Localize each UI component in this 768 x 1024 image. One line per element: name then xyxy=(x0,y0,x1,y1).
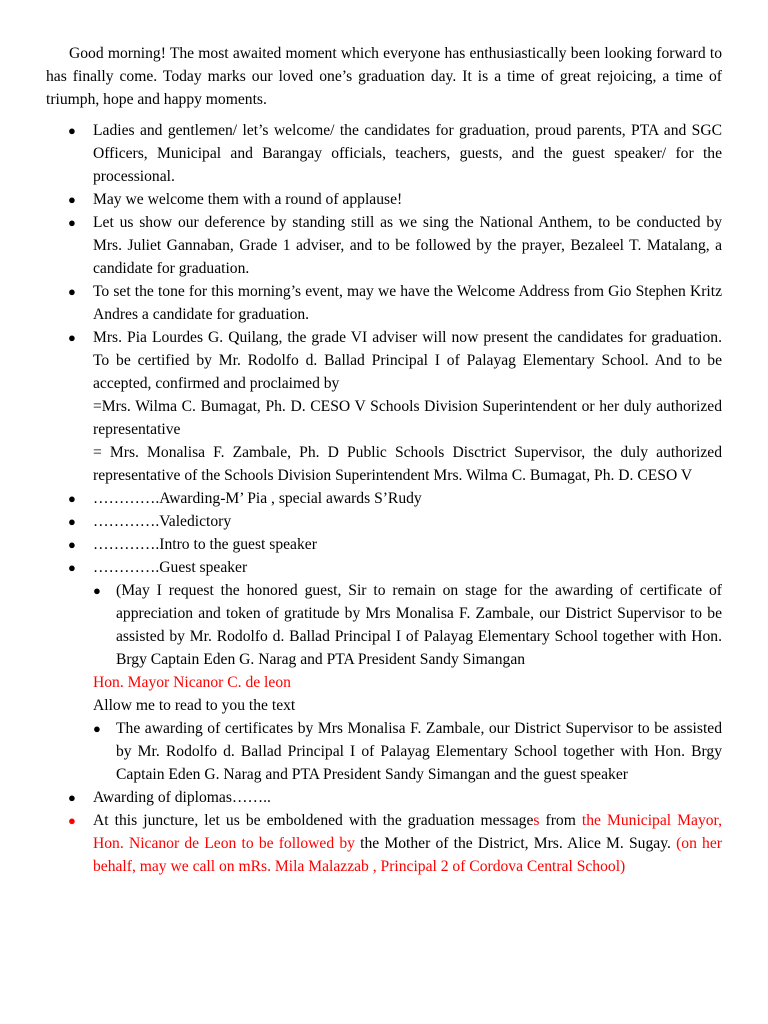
item-text: ………….Awarding-M’ Pia , special awards S’Rudy xyxy=(93,490,422,507)
list-item-candidates xyxy=(46,326,722,487)
item-text: The awarding of certificates by Mrs Monalisa F. Zambale, our District Supervisor to be assisted by Mr. Rodolfo d. Ballad Principal I of Palayag Elementary School together with Hon. Brgy Captain Eden G. Narag and PTA President Sandy Simangan and the guest speaker xyxy=(116,720,722,783)
bullet-icon: ● xyxy=(68,790,76,805)
sub-list xyxy=(93,579,722,671)
item-text: Mrs. Pia Lourdes G. Quilang, the grade VI adviser will now present the candidates for graduation. To be certified by Mr. Rodolfo d. Ballad Principal I of Palayag Elementary School. And to be accepted, confirmed and proclaimed by xyxy=(93,329,722,392)
bullet-icon: ● xyxy=(68,560,76,575)
bullet-icon: ● xyxy=(68,284,76,299)
list-item-anthem xyxy=(46,211,722,280)
item-text: Ladies and gentlemen/ let’s welcome/ the candidates for graduation, proud parents, PTA and SGC Officers, Municipal and Barangay officials, teachers, guests, and the guest speaker/ for the processional. xyxy=(93,122,722,185)
item-text: May we welcome them with a round of applause! xyxy=(93,191,403,208)
item-text: To set the tone for this morning’s event, may we have the Welcome Address from Gio Stephen Kritz Andres a candidate for graduation. xyxy=(93,283,722,323)
bullet-icon: ● xyxy=(68,330,76,345)
bullet-icon: ● xyxy=(93,583,101,598)
bullet-icon: ● xyxy=(68,215,76,230)
item-text: ………….Valedictory xyxy=(93,513,232,530)
list-item-juncture xyxy=(46,809,722,878)
item-text: Awarding of diplomas…….. xyxy=(93,789,271,806)
list-item-certificates-wrapper xyxy=(46,717,722,786)
bullet-icon: ● xyxy=(68,813,76,828)
intro-paragraph: Good morning! The most awaited moment which everyone has enthusiastically been looking forward to has finally come. Today marks our loved one’s graduation day. It is a time of great rejoicing, a time of triumph, hope and happy moments. xyxy=(46,45,722,108)
juncture-text-a: At this juncture, let us be emboldened with the graduation message xyxy=(93,812,534,829)
list-item-intro-speaker xyxy=(46,533,722,556)
item-text: =Mrs. Wilma C. Bumagat, Ph. D. CESO V Schools Division Superintendent or her duly authorized representative xyxy=(93,398,722,438)
program-list xyxy=(46,119,722,671)
bullet-icon: ● xyxy=(93,721,101,736)
program-script-document xyxy=(46,42,722,878)
bullet-icon: ● xyxy=(68,491,76,506)
bullet-icon: ● xyxy=(68,537,76,552)
list-item-diplomas xyxy=(46,786,722,809)
list-item-welcome xyxy=(46,119,722,188)
sub-list xyxy=(93,717,722,786)
sub-item-request xyxy=(93,579,722,671)
item-text: = Mrs. Monalisa F. Zambale, Ph. D Public Schools Disctrict Supervisor, the duly authorized representative of the Schools Division Superintendent Mrs. Wilma C. Bumagat, Ph. D. CESO V xyxy=(93,444,722,484)
bullet-icon: ● xyxy=(68,514,76,529)
list-item-awarding xyxy=(46,487,722,510)
program-list-continued xyxy=(46,717,722,878)
mayor-line: Hon. Mayor Nicanor C. de leon xyxy=(93,674,291,691)
juncture-text-d: the Municipal Mayor, Hon. Nicanor de Leon to be followed by xyxy=(93,812,723,852)
list-item-tone xyxy=(46,280,722,326)
allow-line: Allow me to read to you the text xyxy=(93,697,296,714)
juncture-text-f: (on her behalf, may we call on mRs. Mila Malazzab , Principal 2 of Cordova Central School) xyxy=(93,835,722,875)
sub-item-certificates xyxy=(93,717,722,786)
juncture-text-c: from xyxy=(539,812,582,829)
bullet-icon: ● xyxy=(68,192,76,207)
bullet-icon: ● xyxy=(68,123,76,138)
item-text: ………….Intro to the guest speaker xyxy=(93,536,317,553)
list-item-applause xyxy=(46,188,722,211)
item-text: Let us show our deference by standing still as we sing the National Anthem, to be conducted by Mrs. Juliet Gannaban, Grade 1 adviser, and to be followed by the prayer, Bezaleel T. Matalang, a candidate for graduation. xyxy=(93,214,722,277)
list-item-valedictory xyxy=(46,510,722,533)
juncture-text-e: the Mother of the District, Mrs. Alice M. Sugay. xyxy=(354,835,677,852)
juncture-text-b: s xyxy=(533,812,540,829)
item-text: (May I request the honored guest, Sir to remain on stage for the awarding of certificate of appreciation and token of gratitude by Mrs Monalisa F. Zambale, our District Supervisor to be assisted by Mr. Rodolfo d. Ballad Principal I of Palayag Elementary School together with Hon. Brgy Captain Eden G. Narag and PTA President Sandy Simangan xyxy=(116,582,722,668)
list-item-guest-speaker xyxy=(46,556,722,671)
item-text: ………….Guest speaker xyxy=(93,559,248,576)
item-text xyxy=(93,809,722,878)
